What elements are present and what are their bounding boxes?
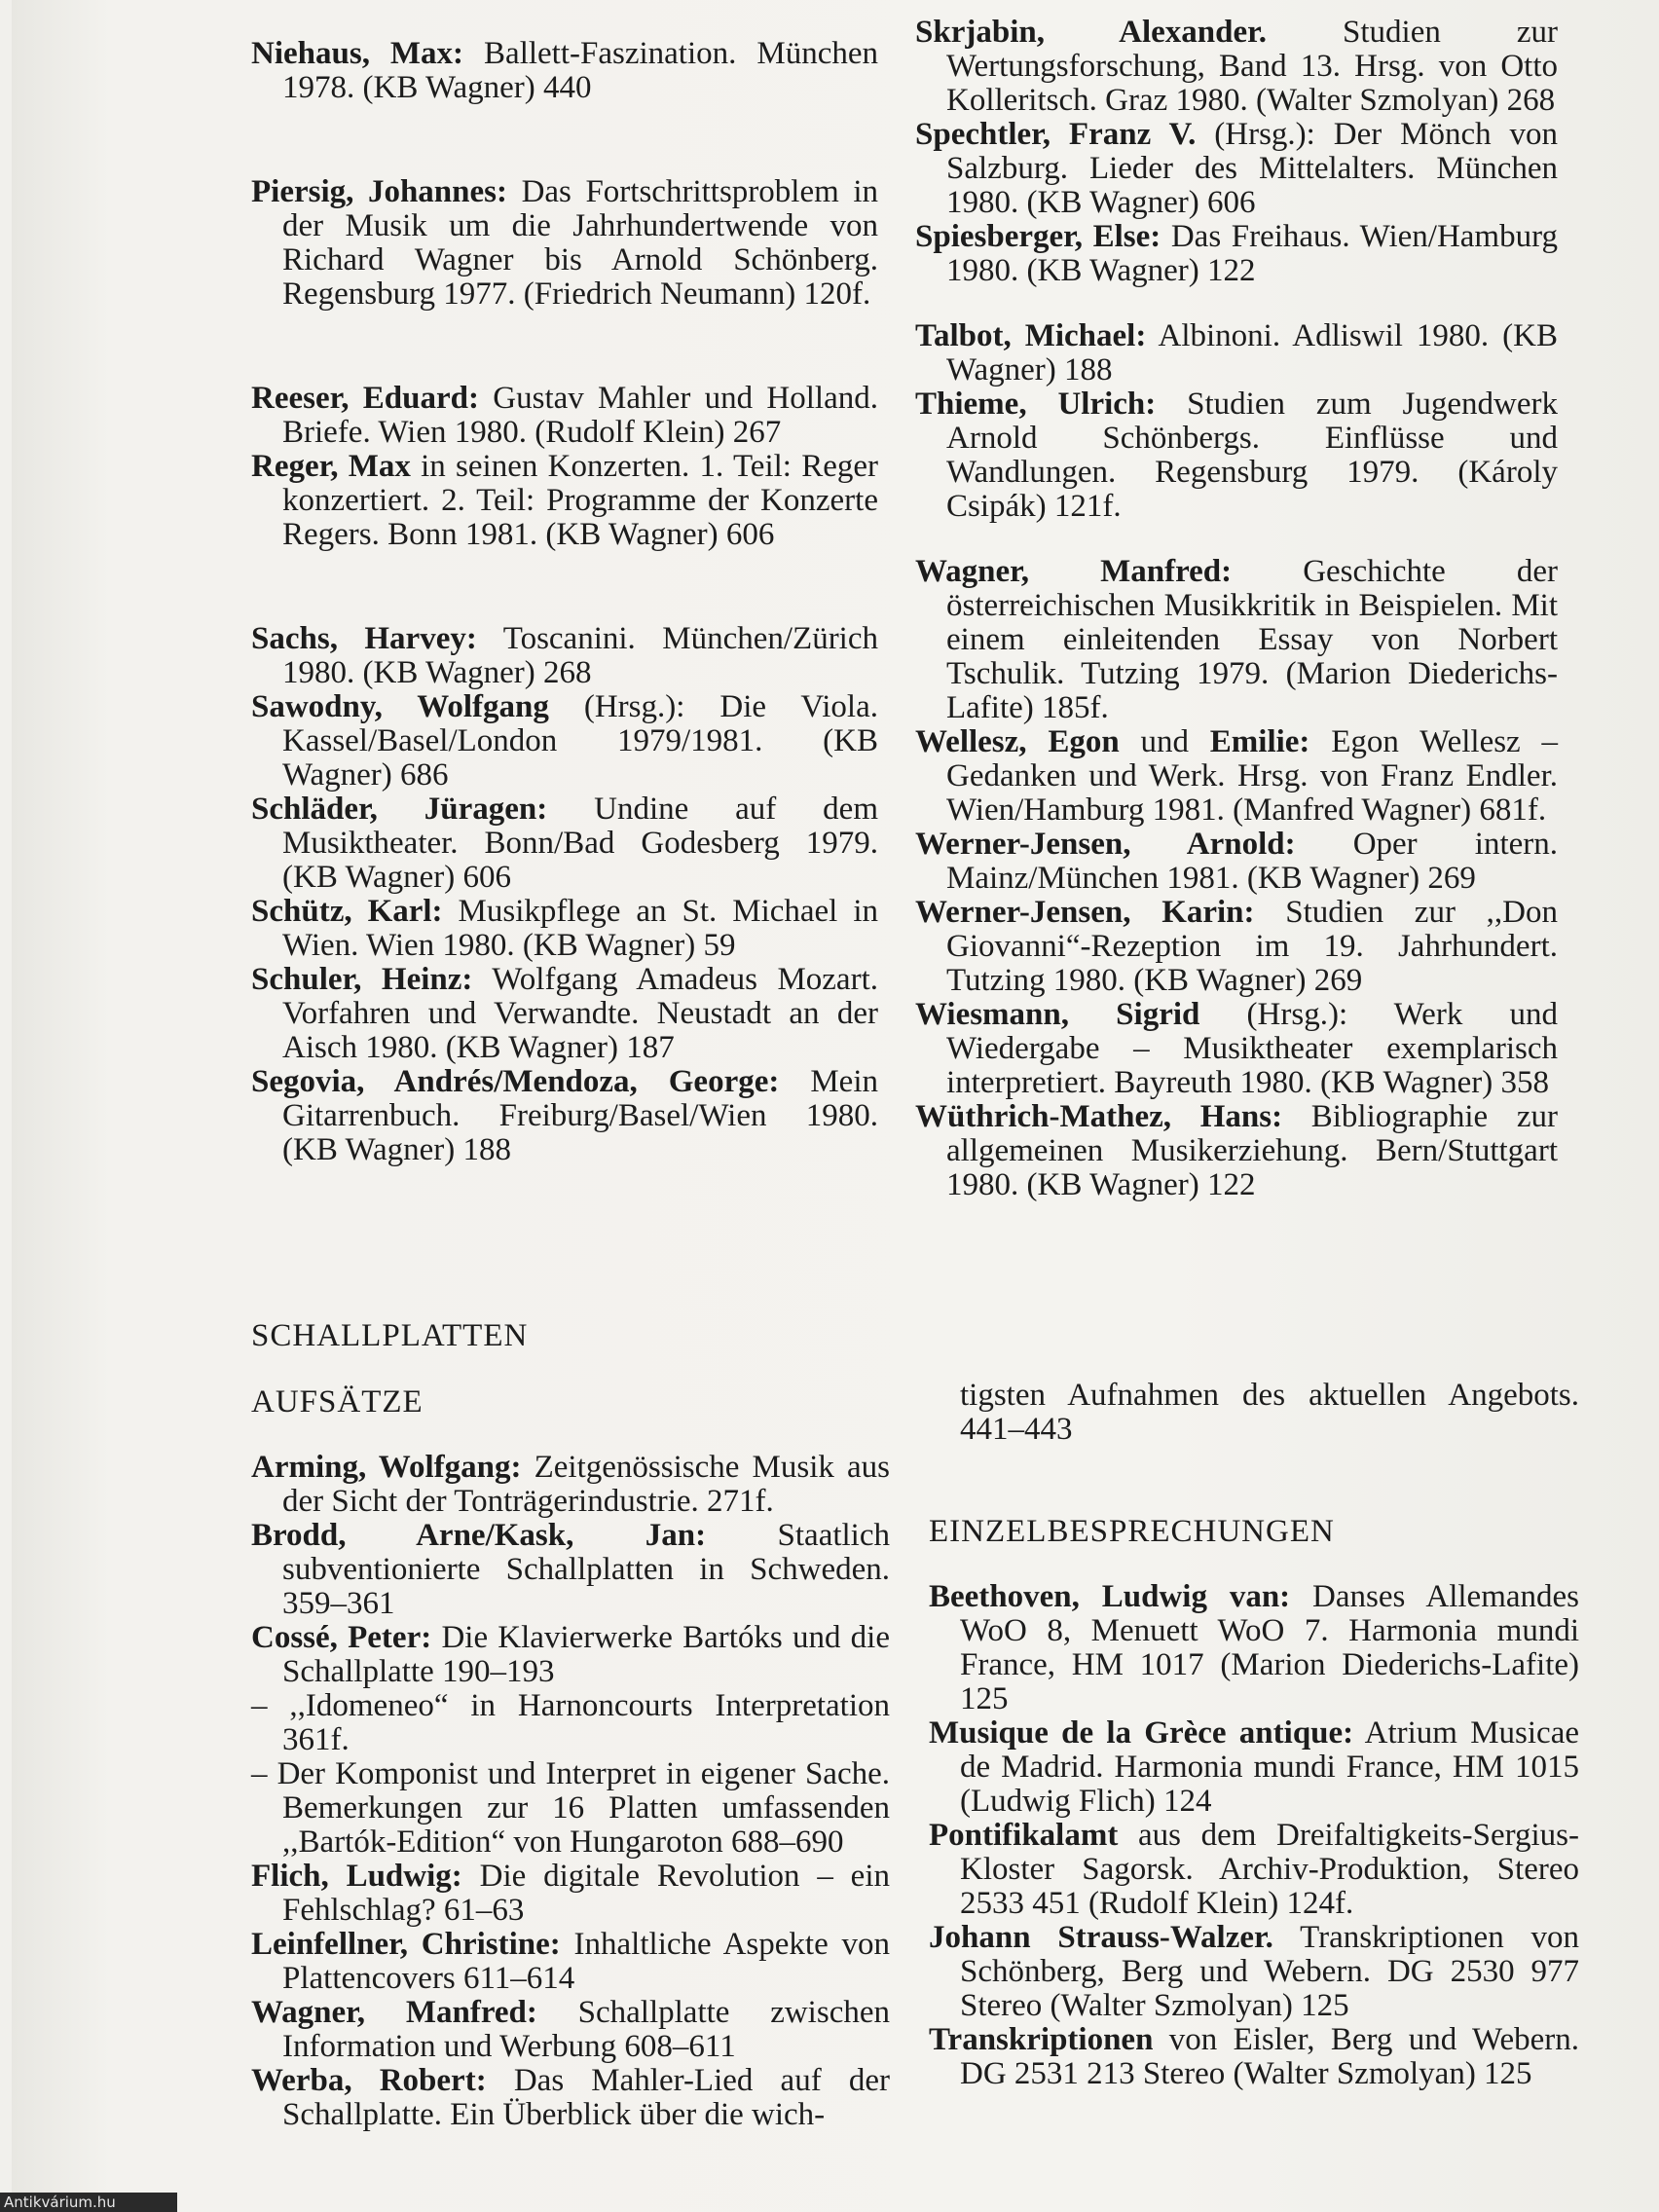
- left-column-top: [251, 37, 878, 1167]
- entry: Wagner, Manfred: Schallplatte zwischen Information und Werbung 608–611: [251, 1995, 890, 2064]
- entry: Piersig, Johannes: Das Fortschrittsproblem in der Musik um die Jahrhundertwende von Richard Wagner bis Arnold Schönberg. Regensburg 1977. (Friedrich Neumann) 120f.: [251, 174, 878, 312]
- entry: Niehaus, Max: Ballett-Faszination. München 1978. (KB Wagner) 440: [251, 36, 878, 105]
- entry: Spiesberger, Else: Das Freihaus. Wien/Hamburg 1980. (KB Wagner) 122: [915, 219, 1558, 288]
- entry: Schläder, Jüragen: Undine auf dem Musiktheater. Bonn/Bad Godesberg 1979. (KB Wagner) 606: [251, 792, 878, 895]
- entry: Reger, Max in seinen Konzerten. 1. Teil: Reger konzertiert. 2. Teil: Programme der Konzerte Regers. Bonn 1981. (KB Wagner) 606: [251, 449, 878, 552]
- entry: Sawodny, Wolfgang (Hrsg.): Die Viola. Kassel/Basel/London 1979/1981. (KB Wagner) 686: [251, 689, 878, 793]
- entry: Spechtler, Franz V. (Hrsg.): Der Mönch von Salzburg. Lieder des Mittelalters. München 1980. (KB Wagner) 606: [915, 117, 1558, 220]
- entry: Flich, Ludwig: Die digitale Revolution – ein Fehlschlag? 61–63: [251, 1859, 891, 1928]
- book-page: [12, 0, 1659, 2212]
- entry: Wellesz, Egon und Emilie: Egon Wellesz – Gedanken und Werk. Hrsg. von Franz Endler. Wien/Hamburg 1981. (Manfred Wagner) 681f.: [915, 724, 1558, 828]
- entry: Musique de la Grèce antique: Atrium Musicae de Madrid. Harmonia mundi France, HM 1015 (Ludwig Flich) 124: [929, 1715, 1579, 1819]
- entry: Werner-Jensen, Karin: Studien zur ,,Don Giovanni“-Rezeption im 19. Jahrhundert. Tutzing 1980. (KB Wagner) 269: [915, 895, 1558, 998]
- right-column-bottom: [929, 1379, 1579, 2091]
- subsection-heading-einzelbesprechungen: EINZELBESPRECHUNGEN: [929, 1514, 1335, 1549]
- entry: Leinfellner, Christine: Inhaltliche Aspekte von Plattencovers 611–614: [251, 1927, 890, 1996]
- subsection-heading-aufsaetze: AUFSÄTZE: [251, 1384, 424, 1419]
- entry: Brodd, Arne/Kask, Jan: Staatlich subventionierte Schallplatten in Schweden. 359–361: [251, 1518, 890, 1621]
- section-heading-schallplatten: SCHALLPLATTEN: [251, 1318, 529, 1353]
- sub-entry: – Der Komponist und Interpret in eigener Sache. Bemerkungen zur 16 Platten umfassenden ,,Bartók-Edition“ von Hungaroton 688–690: [251, 1756, 890, 1860]
- entry: Segovia, Andrés/Mendoza, George: Mein Gitarrenbuch. Freiburg/Basel/Wien 1980. (KB Wagner) 188: [251, 1064, 878, 1167]
- entry: Talbot, Michael: Albinoni. Adliswil 1980. (KB Wagner) 188: [915, 318, 1558, 387]
- entry: Pontifikalamt aus dem Dreifaltigkeits-Sergius-Kloster Sagorsk. Archiv-Produktion, Stereo 2533 451 (Rudolf Klein) 124f.: [929, 1818, 1579, 1921]
- entry: Arming, Wolfgang: Zeitgenössische Musik aus der Sicht der Tonträgerindustrie. 271f.: [251, 1450, 890, 1519]
- entry: Wiesmann, Sigrid (Hrsg.): Werk und Wiedergabe – Musiktheater exemplarisch interpretiert. Bayreuth 1980. (KB Wagner) 358: [915, 997, 1558, 1100]
- left-column-bottom: [251, 1451, 890, 2132]
- sub-entry: – ,,Idomeneo“ in Harnoncourts Interpretation 361f.: [251, 1688, 890, 1757]
- entry: Wüthrich-Mathez, Hans: Bibliographie zur allgemeinen Musikerziehung. Bern/Stuttgart 1980. (KB Wagner) 122: [915, 1099, 1558, 1202]
- entry: Wagner, Manfred: Geschichte der österreichischen Musikkritik in Beispielen. Mit einem einleitenden Essay von Norbert Tschulik. Tutzing 1979. (Marion Diederichs-Lafite) 185f.: [915, 554, 1558, 725]
- entry: Thieme, Ulrich: Studien zum Jugendwerk Arnold Schönbergs. Einflüsse und Wandlungen. Regensburg 1979. (Károly Csipák) 121f.: [915, 387, 1558, 524]
- entry: Werba, Robert: Das Mahler-Lied auf der Schallplatte. Ein Überblick über die wich-: [251, 2063, 890, 2132]
- entry: Skrjabin, Alexander. Studien zur Wertungsforschung, Band 13. Hrsg. von Otto Kolleritsch. Graz 1980. (Walter Szmolyan) 268: [915, 15, 1558, 118]
- entry: Schütz, Karl: Musikpflege an St. Michael in Wien. Wien 1980. (KB Wagner) 59: [251, 894, 878, 963]
- entry: Cossé, Peter: Die Klavierwerke Bartóks und die Schallplatte 190–193: [251, 1620, 890, 1689]
- entry: Beethoven, Ludwig van: Danses Allemandes WoO 8, Menuett WoO 7. Harmonia mundi France, HM 1017 (Marion Diederichs-Lafite) 125: [929, 1579, 1579, 1716]
- entry: Sachs, Harvey: Toscanini. München/Zürich 1980. (KB Wagner) 268: [251, 621, 879, 690]
- entry: Werner-Jensen, Arnold: Oper intern. Mainz/München 1981. (KB Wagner) 269: [915, 827, 1558, 896]
- entry: Transkriptionen von Eisler, Berg und Webern. DG 2531 213 Stereo (Walter Szmolyan) 125: [929, 2022, 1579, 2091]
- entry: Johann Strauss-Walzer. Transkriptionen von Schönberg, Berg und Webern. DG 2530 977 Stereo (Walter Szmolyan) 125: [929, 1920, 1579, 2023]
- continuation-text: tigsten Aufnahmen des aktuellen Angebots. 441–443: [960, 1378, 1579, 1447]
- entry: Reeser, Eduard: Gustav Mahler und Holland. Briefe. Wien 1980. (Rudolf Klein) 267: [251, 381, 878, 450]
- watermark: Antikvárium.hu: [0, 2193, 177, 2212]
- right-column-top: [915, 16, 1558, 1202]
- entry: Schuler, Heinz: Wolfgang Amadeus Mozart. Vorfahren und Verwandte. Neustadt an der Aisch 1980. (KB Wagner) 187: [251, 962, 878, 1065]
